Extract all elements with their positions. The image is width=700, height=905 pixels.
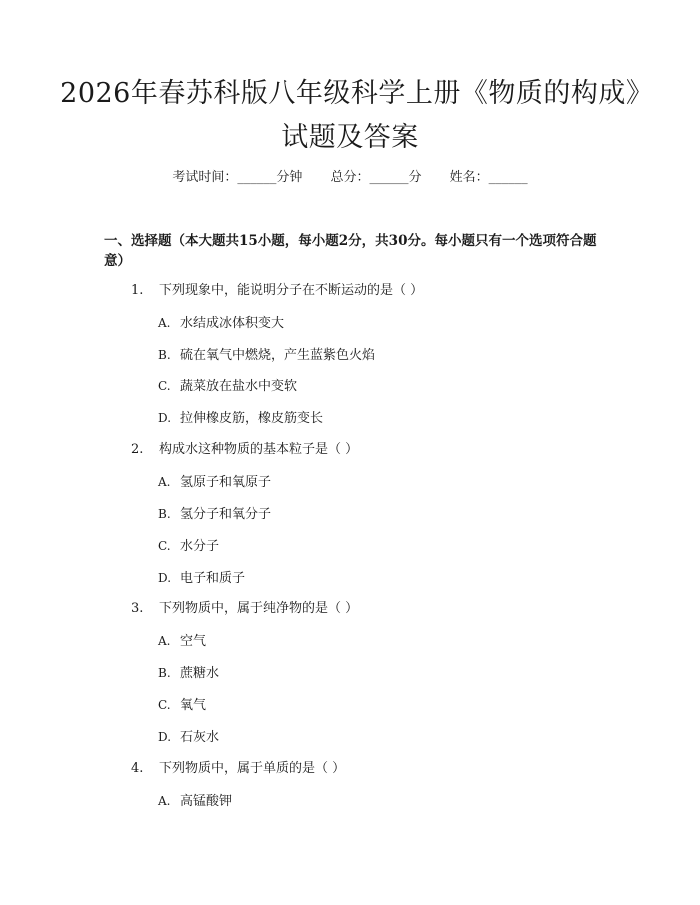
question-2-option-c <box>158 536 219 557</box>
question-text: 下列现象中，能说明分子在不断运动的是（ ） <box>159 283 424 298</box>
option-letter: D. <box>158 571 172 585</box>
exam-time-field: 考试时间：______分钟 <box>172 170 303 185</box>
option-letter: C. <box>158 698 171 712</box>
question-number: 2. <box>131 442 144 457</box>
question-1-option-a <box>158 313 284 334</box>
question-1-option-c <box>158 376 297 397</box>
question-number: 4. <box>131 761 144 776</box>
question-2-option-b <box>158 504 271 525</box>
option-letter: B. <box>158 348 171 362</box>
option-text: 硫在氧气中燃烧，产生蓝紫色火焰 <box>180 348 376 363</box>
option-text: 高锰酸钾 <box>180 794 233 809</box>
option-letter: C. <box>158 379 171 393</box>
option-text: 电子和质子 <box>180 571 246 586</box>
question-2 <box>131 440 358 460</box>
option-text: 水分子 <box>180 539 220 554</box>
question-4 <box>131 759 345 779</box>
option-letter: B. <box>158 507 171 521</box>
option-letter: A. <box>158 794 171 808</box>
question-3-option-b <box>158 663 219 684</box>
question-text: 构成水这种物质的基本粒子是（ ） <box>159 442 359 457</box>
option-letter: A. <box>158 475 171 489</box>
question-3-option-c <box>158 695 206 716</box>
question-number: 1. <box>131 283 144 298</box>
student-name-field: 姓名：______ <box>449 170 528 185</box>
question-3-option-a <box>158 631 206 652</box>
question-2-option-d <box>158 568 245 589</box>
option-letter: A. <box>158 316 171 330</box>
exam-meta <box>0 168 700 188</box>
question-1 <box>131 281 423 301</box>
option-text: 石灰水 <box>180 730 220 745</box>
option-text: 空气 <box>180 634 207 649</box>
question-number: 3. <box>131 601 144 616</box>
option-text: 蔗糖水 <box>180 666 220 681</box>
question-2-option-a <box>158 472 271 493</box>
question-3 <box>131 599 358 619</box>
question-1-option-d <box>158 408 323 429</box>
option-text: 氧气 <box>180 698 207 713</box>
question-text: 下列物质中，属于纯净物的是（ ） <box>159 601 359 616</box>
option-text: 蔬菜放在盐水中变软 <box>180 379 298 394</box>
option-letter: D. <box>158 730 172 744</box>
option-letter: B. <box>158 666 171 680</box>
total-score-field: 总分：______分 <box>330 170 422 185</box>
option-letter: C. <box>158 539 171 553</box>
option-text: 拉伸橡皮筋，橡皮筋变长 <box>180 411 324 426</box>
option-text: 氢原子和氧原子 <box>180 475 272 490</box>
option-letter: D. <box>158 411 172 425</box>
question-1-option-b <box>158 345 375 366</box>
option-letter: A. <box>158 634 171 648</box>
question-4-option-a <box>158 791 232 812</box>
question-3-option-d <box>158 727 219 748</box>
section-heading: 一、选择题（本大题共15小题，每小题2分，共30分。每小题只有一个选项符合题意） <box>104 233 597 269</box>
option-text: 水结成冰体积变大 <box>180 316 285 331</box>
page-title: 2026年春苏科版八年级科学上册《物质的构成》试题及答案 <box>60 78 640 153</box>
question-text: 下列物质中，属于单质的是（ ） <box>159 761 346 776</box>
option-text: 氢分子和氧分子 <box>180 507 272 522</box>
